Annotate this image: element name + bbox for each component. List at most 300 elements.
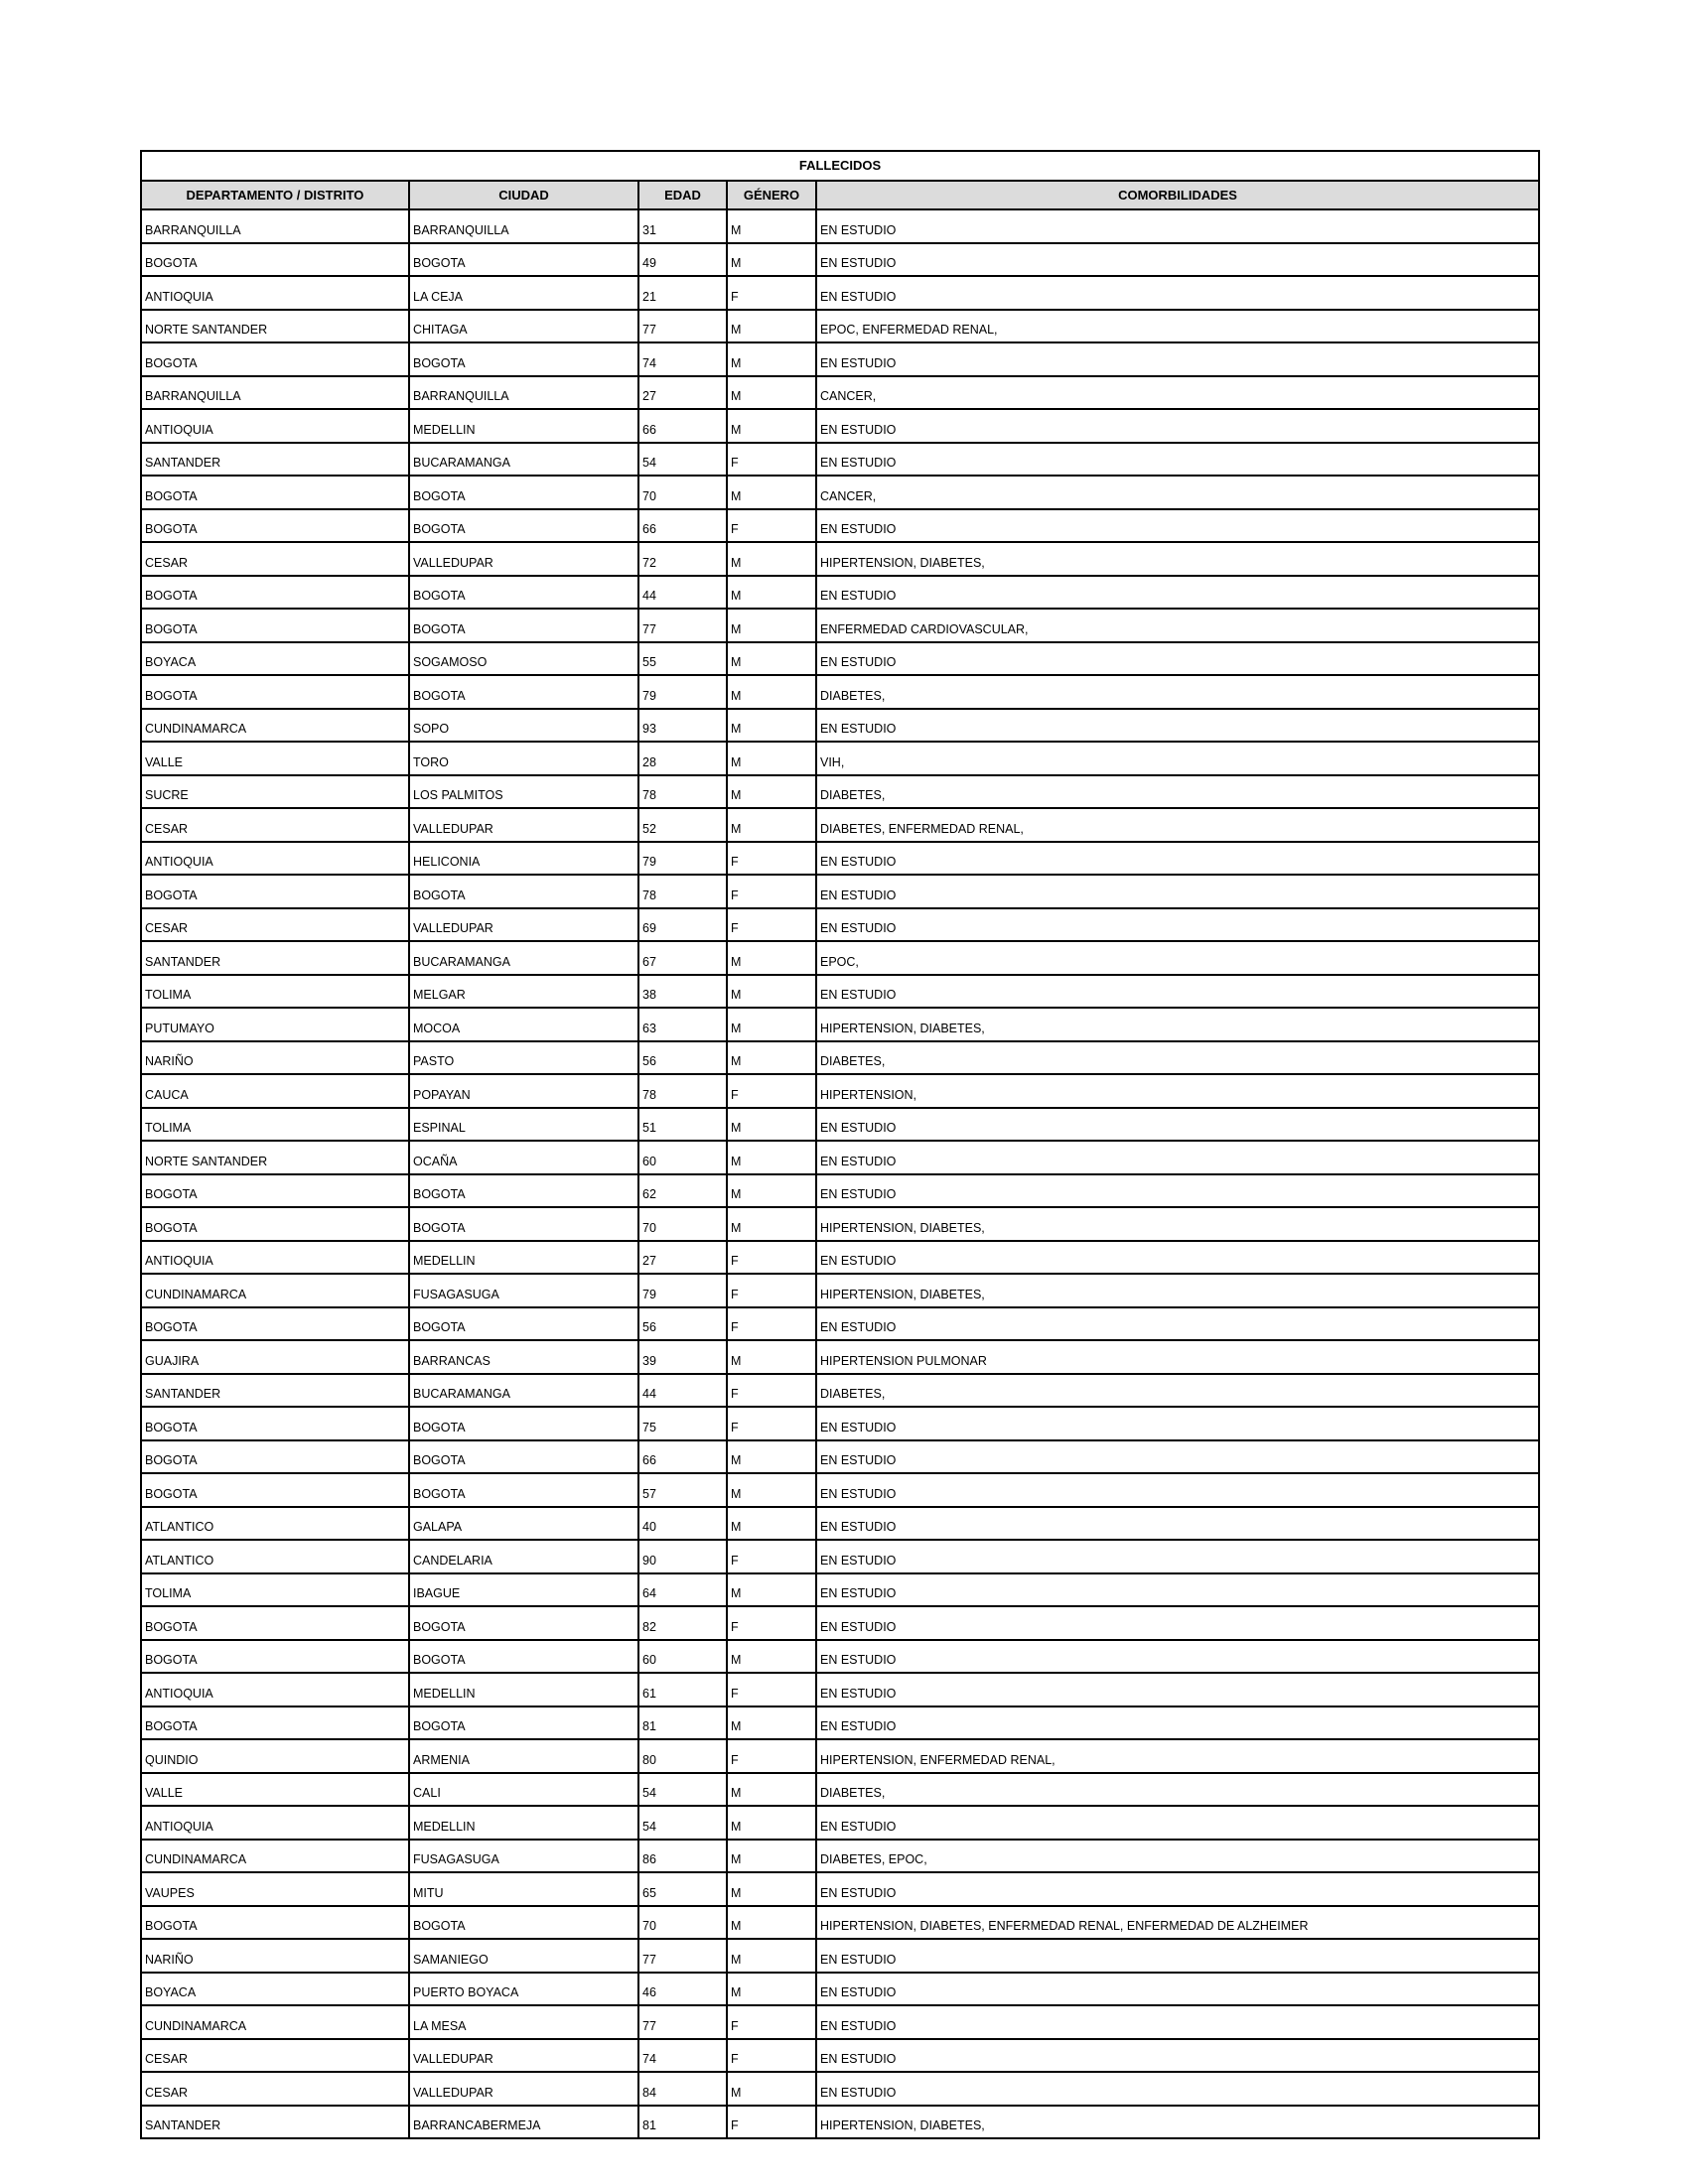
cell-departamento: BOGOTA — [141, 1407, 409, 1440]
cell-genero: M — [727, 342, 816, 376]
cell-comorbilidades: EN ESTUDIO — [816, 1540, 1539, 1573]
cell-comorbilidades: HIPERTENSION, DIABETES, — [816, 542, 1539, 576]
cell-comorbilidades: EN ESTUDIO — [816, 342, 1539, 376]
header-ciudad: CIUDAD — [409, 181, 638, 210]
cell-departamento: BOGOTA — [141, 1174, 409, 1208]
cell-genero: M — [727, 1507, 816, 1541]
cell-ciudad: BOGOTA — [409, 609, 638, 642]
cell-ciudad: BOGOTA — [409, 675, 638, 709]
table-row — [141, 1241, 1539, 1275]
cell-edad: 44 — [638, 1374, 727, 1408]
cell-departamento: BOGOTA — [141, 1473, 409, 1507]
table-row — [141, 1141, 1539, 1174]
cell-genero: M — [727, 642, 816, 676]
cell-comorbilidades: EN ESTUDIO — [816, 875, 1539, 908]
cell-comorbilidades: VIH, — [816, 742, 1539, 775]
cell-edad: 46 — [638, 1973, 727, 2006]
table-row — [141, 1108, 1539, 1142]
table-row — [141, 1872, 1539, 1906]
cell-comorbilidades: EN ESTUDIO — [816, 1973, 1539, 2006]
cell-genero: F — [727, 1673, 816, 1706]
table-row — [141, 1473, 1539, 1507]
fallecidos-sheet — [140, 150, 1538, 2139]
cell-genero: M — [727, 1207, 816, 1241]
cell-comorbilidades: EN ESTUDIO — [816, 509, 1539, 543]
cell-edad: 39 — [638, 1340, 727, 1374]
cell-edad: 21 — [638, 276, 727, 310]
cell-edad: 27 — [638, 1241, 727, 1275]
cell-edad: 69 — [638, 908, 727, 942]
table-row — [141, 1507, 1539, 1541]
cell-edad: 49 — [638, 243, 727, 277]
cell-comorbilidades: EN ESTUDIO — [816, 1440, 1539, 1474]
cell-comorbilidades: EN ESTUDIO — [816, 2005, 1539, 2039]
cell-genero: M — [727, 1840, 816, 1873]
cell-departamento: ANTIOQUIA — [141, 409, 409, 443]
table-row — [141, 542, 1539, 576]
cell-departamento: BOGOTA — [141, 1640, 409, 1674]
table-header-row — [141, 181, 1539, 210]
cell-ciudad: PASTO — [409, 1041, 638, 1075]
cell-genero: M — [727, 1008, 816, 1041]
cell-ciudad: BOGOTA — [409, 1640, 638, 1674]
table-row — [141, 1806, 1539, 1840]
cell-comorbilidades: EN ESTUDIO — [816, 443, 1539, 477]
cell-comorbilidades: EN ESTUDIO — [816, 1606, 1539, 1640]
cell-comorbilidades: HIPERTENSION, — [816, 1074, 1539, 1108]
cell-comorbilidades: EN ESTUDIO — [816, 209, 1539, 243]
cell-ciudad: MOCOA — [409, 1008, 638, 1041]
cell-ciudad: GALAPA — [409, 1507, 638, 1541]
cell-departamento: NARIÑO — [141, 1041, 409, 1075]
cell-edad: 77 — [638, 609, 727, 642]
cell-edad: 51 — [638, 1108, 727, 1142]
cell-edad: 79 — [638, 1274, 727, 1307]
cell-departamento: TOLIMA — [141, 1573, 409, 1607]
cell-departamento: ATLANTICO — [141, 1507, 409, 1541]
cell-comorbilidades: EN ESTUDIO — [816, 1174, 1539, 1208]
cell-edad: 93 — [638, 709, 727, 743]
cell-ciudad: MITU — [409, 1872, 638, 1906]
cell-departamento: GUAJIRA — [141, 1340, 409, 1374]
cell-comorbilidades: DIABETES, — [816, 675, 1539, 709]
cell-departamento: BOGOTA — [141, 476, 409, 509]
cell-departamento: BOGOTA — [141, 1606, 409, 1640]
cell-departamento: CESAR — [141, 2072, 409, 2106]
cell-departamento: BOGOTA — [141, 1706, 409, 1740]
cell-genero: M — [727, 742, 816, 775]
cell-ciudad: BOGOTA — [409, 1706, 638, 1740]
cell-edad: 77 — [638, 1939, 727, 1973]
cell-comorbilidades: HIPERTENSION, ENFERMEDAD RENAL, — [816, 1739, 1539, 1773]
table-row — [141, 1773, 1539, 1807]
cell-edad: 70 — [638, 476, 727, 509]
cell-ciudad: VALLEDUPAR — [409, 2072, 638, 2106]
table-row — [141, 1706, 1539, 1740]
cell-ciudad: SOGAMOSO — [409, 642, 638, 676]
table-row — [141, 409, 1539, 443]
cell-comorbilidades: EN ESTUDIO — [816, 908, 1539, 942]
cell-edad: 61 — [638, 1673, 727, 1706]
cell-edad: 82 — [638, 1606, 727, 1640]
table-row — [141, 975, 1539, 1009]
cell-ciudad: CHITAGA — [409, 310, 638, 343]
cell-departamento: BOGOTA — [141, 1207, 409, 1241]
cell-ciudad: BUCARAMANGA — [409, 941, 638, 975]
cell-comorbilidades: ENFERMEDAD CARDIOVASCULAR, — [816, 609, 1539, 642]
cell-departamento: BOGOTA — [141, 509, 409, 543]
cell-ciudad: BARRANQUILLA — [409, 209, 638, 243]
table-row — [141, 476, 1539, 509]
cell-ciudad: SAMANIEGO — [409, 1939, 638, 1973]
cell-genero: M — [727, 808, 816, 842]
cell-ciudad: BOGOTA — [409, 1473, 638, 1507]
cell-comorbilidades: EN ESTUDIO — [816, 576, 1539, 610]
cell-edad: 78 — [638, 775, 727, 809]
cell-edad: 38 — [638, 975, 727, 1009]
table-row — [141, 276, 1539, 310]
cell-comorbilidades: DIABETES, EPOC, — [816, 1840, 1539, 1873]
table-row — [141, 2072, 1539, 2106]
table-row — [141, 1840, 1539, 1873]
cell-genero: F — [727, 875, 816, 908]
table-body — [141, 209, 1539, 2138]
cell-ciudad: BOGOTA — [409, 1906, 638, 1940]
cell-edad: 66 — [638, 1440, 727, 1474]
cell-comorbilidades: EN ESTUDIO — [816, 1706, 1539, 1740]
cell-genero: F — [727, 1374, 816, 1408]
cell-comorbilidades: DIABETES, — [816, 1374, 1539, 1408]
cell-comorbilidades: EN ESTUDIO — [816, 1507, 1539, 1541]
cell-edad: 70 — [638, 1906, 727, 1940]
table-row — [141, 742, 1539, 775]
header-genero: GÉNERO — [727, 181, 816, 210]
cell-departamento: BOYACA — [141, 1973, 409, 2006]
cell-genero: M — [727, 975, 816, 1009]
cell-ciudad: OCAÑA — [409, 1141, 638, 1174]
cell-edad: 84 — [638, 2072, 727, 2106]
cell-comorbilidades: EN ESTUDIO — [816, 709, 1539, 743]
cell-ciudad: SOPO — [409, 709, 638, 743]
cell-departamento: BOGOTA — [141, 675, 409, 709]
cell-ciudad: BOGOTA — [409, 1174, 638, 1208]
cell-departamento: SANTANDER — [141, 443, 409, 477]
cell-genero: M — [727, 542, 816, 576]
cell-comorbilidades: EN ESTUDIO — [816, 1407, 1539, 1440]
cell-genero: M — [727, 476, 816, 509]
cell-genero: F — [727, 2005, 816, 2039]
cell-ciudad: BARRANCAS — [409, 1340, 638, 1374]
cell-ciudad: LA MESA — [409, 2005, 638, 2039]
table-row — [141, 310, 1539, 343]
cell-edad: 60 — [638, 1141, 727, 1174]
cell-comorbilidades: EPOC, — [816, 941, 1539, 975]
cell-genero: F — [727, 276, 816, 310]
cell-edad: 65 — [638, 1872, 727, 1906]
cell-edad: 70 — [638, 1207, 727, 1241]
table-row — [141, 1973, 1539, 2006]
cell-genero: F — [727, 2106, 816, 2139]
cell-departamento: BOGOTA — [141, 576, 409, 610]
cell-ciudad: MEDELLIN — [409, 1806, 638, 1840]
cell-ciudad: BOGOTA — [409, 875, 638, 908]
cell-ciudad: PUERTO BOYACA — [409, 1973, 638, 2006]
cell-ciudad: BOGOTA — [409, 576, 638, 610]
cell-departamento: CUNDINAMARCA — [141, 2005, 409, 2039]
cell-ciudad: TORO — [409, 742, 638, 775]
table-title-row — [141, 151, 1539, 181]
table-row — [141, 1939, 1539, 1973]
cell-departamento: ANTIOQUIA — [141, 1241, 409, 1275]
cell-comorbilidades: EN ESTUDIO — [816, 1108, 1539, 1142]
fallecidos-table — [140, 150, 1540, 2139]
cell-ciudad: VALLEDUPAR — [409, 2039, 638, 2073]
cell-comorbilidades: HIPERTENSION, DIABETES, — [816, 1008, 1539, 1041]
cell-departamento: BOGOTA — [141, 1440, 409, 1474]
cell-edad: 81 — [638, 1706, 727, 1740]
cell-genero: M — [727, 243, 816, 277]
cell-departamento: SANTANDER — [141, 1374, 409, 1408]
cell-ciudad: FUSAGASUGA — [409, 1840, 638, 1873]
cell-genero: F — [727, 1606, 816, 1640]
cell-ciudad: BARRANQUILLA — [409, 376, 638, 410]
cell-genero: F — [727, 443, 816, 477]
cell-ciudad: BUCARAMANGA — [409, 1374, 638, 1408]
cell-ciudad: ARMENIA — [409, 1739, 638, 1773]
cell-departamento: VALLE — [141, 742, 409, 775]
cell-genero: M — [727, 709, 816, 743]
cell-comorbilidades: EN ESTUDIO — [816, 975, 1539, 1009]
cell-genero: M — [727, 1872, 816, 1906]
table-row — [141, 1573, 1539, 1607]
cell-genero: M — [727, 1108, 816, 1142]
table-row — [141, 2106, 1539, 2139]
cell-ciudad: MELGAR — [409, 975, 638, 1009]
table-row — [141, 2005, 1539, 2039]
cell-comorbilidades: EN ESTUDIO — [816, 2039, 1539, 2073]
cell-edad: 79 — [638, 842, 727, 876]
cell-comorbilidades: DIABETES, — [816, 1773, 1539, 1807]
cell-genero: M — [727, 675, 816, 709]
cell-ciudad: CALI — [409, 1773, 638, 1807]
table-row — [141, 1407, 1539, 1440]
cell-edad: 77 — [638, 2005, 727, 2039]
cell-ciudad: HELICONIA — [409, 842, 638, 876]
cell-genero: M — [727, 1906, 816, 1940]
cell-departamento: CUNDINAMARCA — [141, 709, 409, 743]
cell-comorbilidades: EN ESTUDIO — [816, 243, 1539, 277]
cell-ciudad: MEDELLIN — [409, 1673, 638, 1706]
cell-edad: 62 — [638, 1174, 727, 1208]
cell-edad: 56 — [638, 1307, 727, 1341]
table-row — [141, 675, 1539, 709]
cell-departamento: BOYACA — [141, 642, 409, 676]
cell-ciudad: IBAGUE — [409, 1573, 638, 1607]
cell-genero: M — [727, 376, 816, 410]
table-row — [141, 709, 1539, 743]
cell-genero: F — [727, 842, 816, 876]
cell-departamento: BOGOTA — [141, 1906, 409, 1940]
cell-edad: 67 — [638, 941, 727, 975]
cell-edad: 79 — [638, 675, 727, 709]
cell-genero: M — [727, 1041, 816, 1075]
cell-departamento: CESAR — [141, 542, 409, 576]
cell-ciudad: VALLEDUPAR — [409, 808, 638, 842]
table-row — [141, 1207, 1539, 1241]
cell-edad: 60 — [638, 1640, 727, 1674]
cell-genero: M — [727, 1773, 816, 1807]
header-departamento: DEPARTAMENTO / DISTRITO — [141, 181, 409, 210]
cell-edad: 90 — [638, 1540, 727, 1573]
cell-comorbilidades: EN ESTUDIO — [816, 2072, 1539, 2106]
cell-comorbilidades: CANCER, — [816, 476, 1539, 509]
cell-genero: M — [727, 576, 816, 610]
cell-ciudad: BOGOTA — [409, 1307, 638, 1341]
cell-edad: 40 — [638, 1507, 727, 1541]
cell-edad: 44 — [638, 576, 727, 610]
cell-ciudad: ESPINAL — [409, 1108, 638, 1142]
table-row — [141, 509, 1539, 543]
cell-genero: M — [727, 775, 816, 809]
cell-departamento: SANTANDER — [141, 941, 409, 975]
cell-departamento: NARIÑO — [141, 1939, 409, 1973]
cell-edad: 66 — [638, 509, 727, 543]
cell-comorbilidades: EN ESTUDIO — [816, 1939, 1539, 1973]
cell-edad: 54 — [638, 1806, 727, 1840]
cell-departamento: ANTIOQUIA — [141, 1806, 409, 1840]
cell-departamento: CUNDINAMARCA — [141, 1274, 409, 1307]
table-row — [141, 1008, 1539, 1041]
cell-ciudad: BOGOTA — [409, 476, 638, 509]
table-row — [141, 1540, 1539, 1573]
cell-genero: M — [727, 609, 816, 642]
cell-genero: M — [727, 1973, 816, 2006]
cell-genero: F — [727, 1241, 816, 1275]
cell-comorbilidades: EN ESTUDIO — [816, 1473, 1539, 1507]
cell-genero: M — [727, 1473, 816, 1507]
cell-genero: M — [727, 1939, 816, 1973]
cell-edad: 54 — [638, 1773, 727, 1807]
cell-edad: 31 — [638, 209, 727, 243]
table-row — [141, 1274, 1539, 1307]
header-comorbilidades: COMORBILIDADES — [816, 181, 1539, 210]
header-edad: EDAD — [638, 181, 727, 210]
cell-comorbilidades: DIABETES, — [816, 1041, 1539, 1075]
cell-ciudad: MEDELLIN — [409, 1241, 638, 1275]
cell-departamento: BOGOTA — [141, 1307, 409, 1341]
cell-ciudad: BOGOTA — [409, 1407, 638, 1440]
cell-genero: M — [727, 209, 816, 243]
cell-comorbilidades: CANCER, — [816, 376, 1539, 410]
cell-genero: M — [727, 1640, 816, 1674]
cell-comorbilidades: EN ESTUDIO — [816, 1241, 1539, 1275]
cell-comorbilidades: EN ESTUDIO — [816, 1573, 1539, 1607]
cell-edad: 86 — [638, 1840, 727, 1873]
cell-ciudad: BARRANCABERMEJA — [409, 2106, 638, 2139]
table-row — [141, 1340, 1539, 1374]
cell-genero: M — [727, 1440, 816, 1474]
cell-genero: F — [727, 1407, 816, 1440]
cell-ciudad: BOGOTA — [409, 342, 638, 376]
cell-ciudad: LA CEJA — [409, 276, 638, 310]
cell-departamento: QUINDIO — [141, 1739, 409, 1773]
cell-genero: F — [727, 1074, 816, 1108]
cell-edad: 57 — [638, 1473, 727, 1507]
cell-departamento: BOGOTA — [141, 342, 409, 376]
cell-ciudad: BOGOTA — [409, 509, 638, 543]
cell-comorbilidades: HIPERTENSION, DIABETES, — [816, 2106, 1539, 2139]
table-row — [141, 342, 1539, 376]
cell-departamento: VALLE — [141, 1773, 409, 1807]
cell-genero: M — [727, 1573, 816, 1607]
cell-edad: 64 — [638, 1573, 727, 1607]
table-row — [141, 1374, 1539, 1408]
table-row — [141, 1174, 1539, 1208]
cell-comorbilidades: EN ESTUDIO — [816, 1141, 1539, 1174]
cell-genero: M — [727, 1174, 816, 1208]
cell-ciudad: MEDELLIN — [409, 409, 638, 443]
cell-comorbilidades: EN ESTUDIO — [816, 842, 1539, 876]
cell-edad: 56 — [638, 1041, 727, 1075]
cell-genero: M — [727, 2072, 816, 2106]
cell-comorbilidades: HIPERTENSION PULMONAR — [816, 1340, 1539, 1374]
cell-comorbilidades: EN ESTUDIO — [816, 1640, 1539, 1674]
table-row — [141, 576, 1539, 610]
cell-comorbilidades: EN ESTUDIO — [816, 642, 1539, 676]
cell-genero: M — [727, 941, 816, 975]
cell-departamento: TOLIMA — [141, 975, 409, 1009]
cell-edad: 78 — [638, 875, 727, 908]
cell-edad: 66 — [638, 409, 727, 443]
table-row — [141, 875, 1539, 908]
cell-departamento: ATLANTICO — [141, 1540, 409, 1573]
cell-departamento: SANTANDER — [141, 2106, 409, 2139]
cell-departamento: BARRANQUILLA — [141, 209, 409, 243]
table-row — [141, 842, 1539, 876]
cell-genero: M — [727, 1706, 816, 1740]
cell-genero: F — [727, 1540, 816, 1573]
table-row — [141, 443, 1539, 477]
cell-departamento: CESAR — [141, 908, 409, 942]
cell-comorbilidades: DIABETES, ENFERMEDAD RENAL, — [816, 808, 1539, 842]
cell-ciudad: POPAYAN — [409, 1074, 638, 1108]
cell-departamento: NORTE SANTANDER — [141, 1141, 409, 1174]
cell-departamento: CESAR — [141, 808, 409, 842]
cell-departamento: BOGOTA — [141, 609, 409, 642]
cell-departamento: ANTIOQUIA — [141, 842, 409, 876]
cell-edad: 52 — [638, 808, 727, 842]
table-row — [141, 1440, 1539, 1474]
table-row — [141, 1041, 1539, 1075]
table-row — [141, 1673, 1539, 1706]
cell-edad: 78 — [638, 1074, 727, 1108]
cell-genero: M — [727, 310, 816, 343]
table-row — [141, 1074, 1539, 1108]
cell-departamento: BOGOTA — [141, 875, 409, 908]
cell-departamento: BOGOTA — [141, 243, 409, 277]
cell-ciudad: BOGOTA — [409, 243, 638, 277]
table-row — [141, 1640, 1539, 1674]
cell-ciudad: LOS PALMITOS — [409, 775, 638, 809]
cell-edad: 55 — [638, 642, 727, 676]
cell-edad: 54 — [638, 443, 727, 477]
cell-genero: F — [727, 2039, 816, 2073]
cell-genero: F — [727, 1274, 816, 1307]
cell-comorbilidades: HIPERTENSION, DIABETES, — [816, 1207, 1539, 1241]
cell-ciudad: BOGOTA — [409, 1440, 638, 1474]
cell-departamento: VAUPES — [141, 1872, 409, 1906]
cell-edad: 77 — [638, 310, 727, 343]
